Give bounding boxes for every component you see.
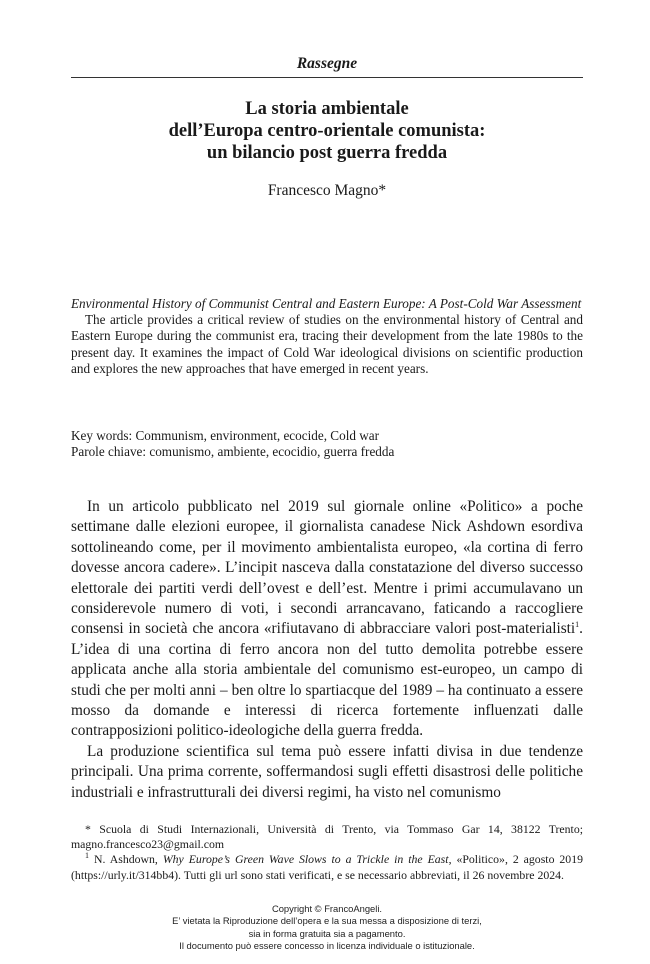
body-text-span: In un articolo pubblicato nel 2019 sul giornale online «Politico» a poche settimane dalle elezioni europee, il giornalista canadese Nick Ashdown esordiva sottolineando come, per il movimento ambientalista europeo, «la cortina di ferro dovesse ancora cadere». L’incipit nasceva dalla constatazione del diverso successo elettorale dei partiti verdi dell’ovest e dell’est. Mentre i primi accumulavano un considerevole numero di voti, i secondi arrancavano, faticando a raccogliere consensi in società che ancora «rifiutavano di abbracciare valori post-materialisti — [71, 498, 583, 638]
title-line: un bilancio post guerra fredda — [206, 143, 448, 163]
footnote-1 — [71, 852, 583, 882]
keywords — [71, 428, 583, 460]
body-paragraph — [71, 497, 583, 742]
header-rule — [71, 77, 583, 78]
body-paragraph: La produzione scientifica sul tema può essere infatti divisa in due tendenze principali. Una prima corrente, soffermandosi sugli effetti disastrosi delle politiche industriali e infrastrutturali dei diversi regimi, ha visto nel comunismo — [71, 742, 583, 801]
footnote-affiliation: * Scuola di Studi Internazionali, Università di Trento, via Tommaso Gar 14, 38122 Trento; magno.francesco23@gmail.com — [71, 822, 583, 852]
journal-page — [71, 0, 583, 964]
article-title — [71, 98, 583, 164]
copyright-line: Copyright © FrancoAngeli. — [271, 903, 383, 914]
abstract-text: The article provides a critical review of studies on the environmental history of Central and Eastern Europe during the communist era, tracing their development from the late 1980s to the present day. It examines the impact of Cold War ideological divisions on scientific production and explores the new approaches that have emerged in recent years. — [71, 312, 583, 376]
footnote-reference[interactable]: 1 — [575, 620, 580, 630]
title-line: La storia ambientale — [245, 99, 409, 119]
footnote-cited-title: Why Europe’s Green Wave Slows to a Trickle in the East — [162, 852, 449, 867]
footnote-number: 1 — [85, 851, 89, 861]
copyright-line: E’ vietata la Riproduzione dell’opera e la sua messa a disposizione di terzi, — [172, 915, 482, 927]
copyright-line: Il documento può essere concesso in licenza individuale o istituzionale. — [179, 940, 475, 952]
footnote-text: N. Ashdown, — [93, 852, 163, 867]
keywords-italian: Parole chiave: comunismo, ambiente, ecocidio, guerra fredda — [71, 444, 395, 460]
keywords-english: Key words: Communism, environment, ecocide, Cold war — [71, 428, 380, 443]
article-body — [71, 497, 583, 803]
footnote-text: , «Politico», 2 agosto 2019 (https://urly.it/314bb4). Tutti gli url sono stati verificati, e se necessario abbreviati, il 26 novembre 2024. — [71, 852, 584, 882]
copyright-notice — [71, 903, 583, 953]
abstract-english-title: Environmental History of Communist Central and Eastern Europe: A Post-Cold War Assessment — [71, 296, 582, 311]
copyright-line: sia in forma gratuita sia a pagamento. — [248, 927, 406, 939]
section-label: Rassegne — [296, 55, 358, 72]
footnotes — [71, 822, 583, 883]
abstract — [71, 296, 583, 377]
body-text-span: . L’idea di una cortina di ferro ancora non del tutto demolita potrebbe essere applicata anche alla storia ambientale del comunismo est-europeo, un campo di studi che per molti anni – ben oltre lo spartiacque del 1989 – ha continuato a essere mosso da domande e interessi di ricerca fortemente influenzati dalle contrapposizioni politico-ideologiche della guerra fredda. — [71, 620, 583, 740]
author-name: Francesco Magno* — [267, 182, 387, 199]
title-line: dell’Europa centro-orientale comunista: — [168, 121, 486, 141]
